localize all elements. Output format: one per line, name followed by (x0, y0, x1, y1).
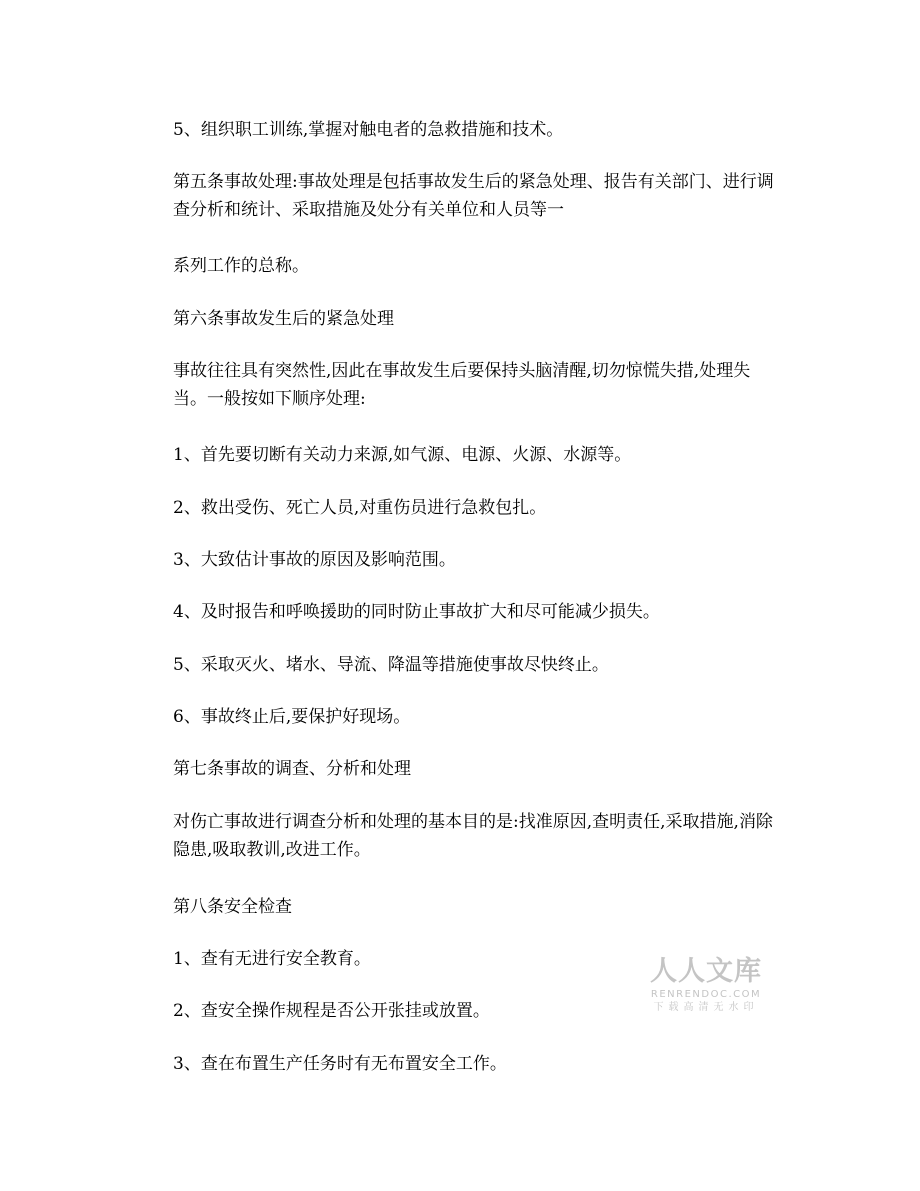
heading-article-8: 第八条安全检查 (173, 897, 292, 917)
heading-article-6: 第六条事故发生后的紧急处理 (173, 309, 394, 329)
list-item-6-4: 4、及时报告和呼唤援助的同时防止事故扩大和尽可能减少损失。 (173, 602, 660, 622)
paragraph-article-5: 第五条事故处理:事故处理是包括事故发生后的紧急处理、报告有关部门、进行调查分析和统计、采取措施及处分有关单位和人员等一 (173, 172, 774, 220)
heading-article-7: 第七条事故的调查、分析和处理 (173, 759, 411, 779)
watermark-domain: RENRENDOC.COM (650, 989, 762, 1000)
list-item-8-1: 1、查有无进行安全教育。 (173, 949, 371, 969)
list-item-6-2: 2、救出受伤、死亡人员,对重伤员进行急救包扎。 (173, 498, 547, 518)
paragraph-article-6-intro: 事故往往具有突然性,因此在事故发生后要保持头脑清醒,切勿惊慌失措,处理失当。一般按如下顺序处理: (173, 361, 751, 409)
list-item-8-2: 2、查安全操作规程是否公开张挂或放置。 (173, 1001, 490, 1021)
paragraph-item-5-training: 5、组织职工训练,掌握对触电者的急救措施和技术。 (173, 120, 564, 140)
list-item-6-1: 1、首先要切断有关动力来源,如气源、电源、火源、水源等。 (173, 445, 632, 465)
paragraph-article-5-continued: 系列工作的总称。 (173, 256, 309, 276)
list-item-6-6: 6、事故终止后,要保护好现场。 (173, 707, 411, 727)
watermark-title: 人人文库 (650, 956, 762, 987)
list-item-6-5: 5、采取灭火、堵水、导流、降温等措施使事故尽快终止。 (173, 655, 609, 675)
list-item-6-3: 3、大致估计事故的原因及影响范围。 (173, 550, 456, 570)
watermark-subtitle: 下载高清无水印 (653, 1002, 759, 1013)
paragraph-article-7: 对伤亡事故进行调查分析和处理的基本目的是:找准原因,查明责任,采取措施,消除隐患,吸取教训,改进工作。 (173, 812, 773, 860)
watermark-logo (640, 956, 772, 1015)
list-item-8-3: 3、查在布置生产任务时有无布置安全工作。 (173, 1054, 507, 1074)
